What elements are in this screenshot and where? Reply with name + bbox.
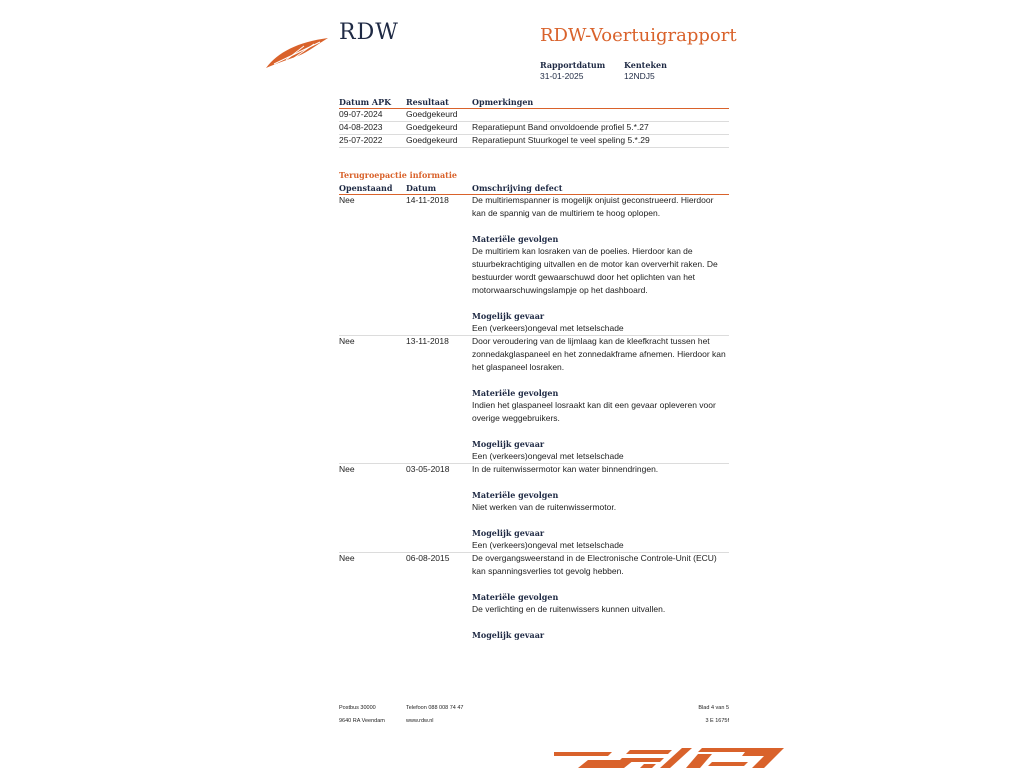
footer-web[interactable]: www.rdw.nl (406, 718, 434, 724)
danger-label: Mogelijk gevaar (472, 630, 545, 640)
row-divider (339, 147, 729, 148)
recall-header-date: Datum (406, 183, 437, 193)
logo-text: RDW (339, 20, 399, 45)
danger-value: Een (verkeers)ongeval met letselschade (472, 451, 624, 461)
recall-date: 03-05-2018 (406, 464, 450, 474)
recall-defect-line: kan de spannig van de multiriem te hoog oplopen. (472, 208, 661, 218)
recall-header-open: Openstaand (339, 183, 393, 193)
material-line: bestuurder wordt gewaarschuwd door het oplichten van het (472, 272, 696, 282)
plate-label: Kenteken (624, 60, 667, 70)
recall-section-title: Terugroepactie informatie (339, 170, 457, 180)
report-date-label: Rapportdatum (540, 60, 606, 70)
recall-open: Nee (339, 195, 355, 205)
recall-defect-line: Door veroudering van de lijmlaag kan de kleefkracht tussen het (472, 336, 710, 346)
footer-page: Blad 4 van 5 (698, 705, 729, 711)
recall-date: 14-11-2018 (406, 195, 449, 205)
apk-row-remark: Reparatiepunt Band onvoldoende profiel 5.*.27 (472, 122, 649, 132)
apk-row-result: Goedgekeurd (406, 122, 458, 132)
danger-value: Een (verkeers)ongeval met letselschade (472, 323, 624, 333)
material-line: overige weggebruikers. (472, 413, 560, 423)
recall-date: 06-08-2015 (406, 553, 450, 563)
apk-row-date: 04-08-2023 (339, 122, 383, 132)
footer-postbus: Postbus 30000 (339, 705, 376, 711)
recall-defect-line: het glaspaneel losraken. (472, 362, 565, 372)
decorative-stripes-icon (552, 746, 784, 768)
apk-row-date: 25-07-2022 (339, 135, 383, 145)
apk-row-result: Goedgekeurd (406, 109, 458, 119)
apk-header-rule (339, 108, 729, 109)
apk-row-remark: Reparatiepunt Stuurkogel te veel speling 5.*.29 (472, 135, 650, 145)
material-line: Indien het glaspaneel losraakt kan dit een gevaar opleveren voor (472, 400, 716, 410)
apk-header-date: Datum APK (339, 97, 392, 107)
danger-value: Een (verkeers)ongeval met letselschade (472, 540, 624, 550)
recall-open: Nee (339, 336, 355, 346)
material-line: motorwaarschuwingslampje op het dashboard. (472, 285, 648, 295)
footer-phone: Telefoon 088 008 74 47 (406, 705, 464, 711)
danger-label: Mogelijk gevaar (472, 311, 545, 321)
danger-label: Mogelijk gevaar (472, 528, 545, 538)
rdw-logo-icon (264, 34, 330, 70)
apk-header-result: Resultaat (406, 97, 449, 107)
recall-defect-line: De multiriemspanner is mogelijk onjuist geconstrueerd. Hierdoor (472, 195, 714, 205)
recall-defect-line: De overgangsweerstand in de Electronische Controle-Unit (ECU) (472, 553, 717, 563)
recall-defect-line: kan spanningsverlies tot gevolg hebben. (472, 566, 624, 576)
recall-defect-line: zonnedakglaspaneel en het zonnedakframe afnemen. Hierdoor kan (472, 349, 726, 359)
material-line: Niet werken van de ruitenwissermotor. (472, 502, 617, 512)
material-consequences-label: Materiële gevolgen (472, 490, 559, 500)
report-title: RDW-Voertuigrapport (540, 25, 737, 46)
material-line: De multiriem kan losraken van de poelies. Hierdoor kan de (472, 246, 693, 256)
plate-value: 12NDJ5 (624, 71, 655, 81)
material-consequences-label: Materiële gevolgen (472, 234, 559, 244)
material-line: De verlichting en de ruitenwissers kunnen uitvallen. (472, 604, 666, 614)
report-date-value: 31-01-2025 (540, 71, 584, 81)
footer-code: 3 E 1675f (705, 718, 729, 724)
apk-row-result: Goedgekeurd (406, 135, 458, 145)
recall-header-defect: Omschrijving defect (472, 183, 563, 193)
recall-open: Nee (339, 553, 355, 563)
material-consequences-label: Materiële gevolgen (472, 592, 559, 602)
material-line: stuurbekrachtiging uitvallen en de motor kan oververhit raken. De (472, 259, 718, 269)
apk-header-remarks: Opmerkingen (472, 97, 534, 107)
recall-defect-line: In de ruitenwissermotor kan water binnendringen. (472, 464, 659, 474)
recall-open: Nee (339, 464, 355, 474)
apk-row-date: 09-07-2024 (339, 109, 383, 119)
danger-label: Mogelijk gevaar (472, 439, 545, 449)
material-consequences-label: Materiële gevolgen (472, 388, 559, 398)
footer-city: 9640 RA Veendam (339, 718, 385, 724)
recall-date: 13-11-2018 (406, 336, 449, 346)
